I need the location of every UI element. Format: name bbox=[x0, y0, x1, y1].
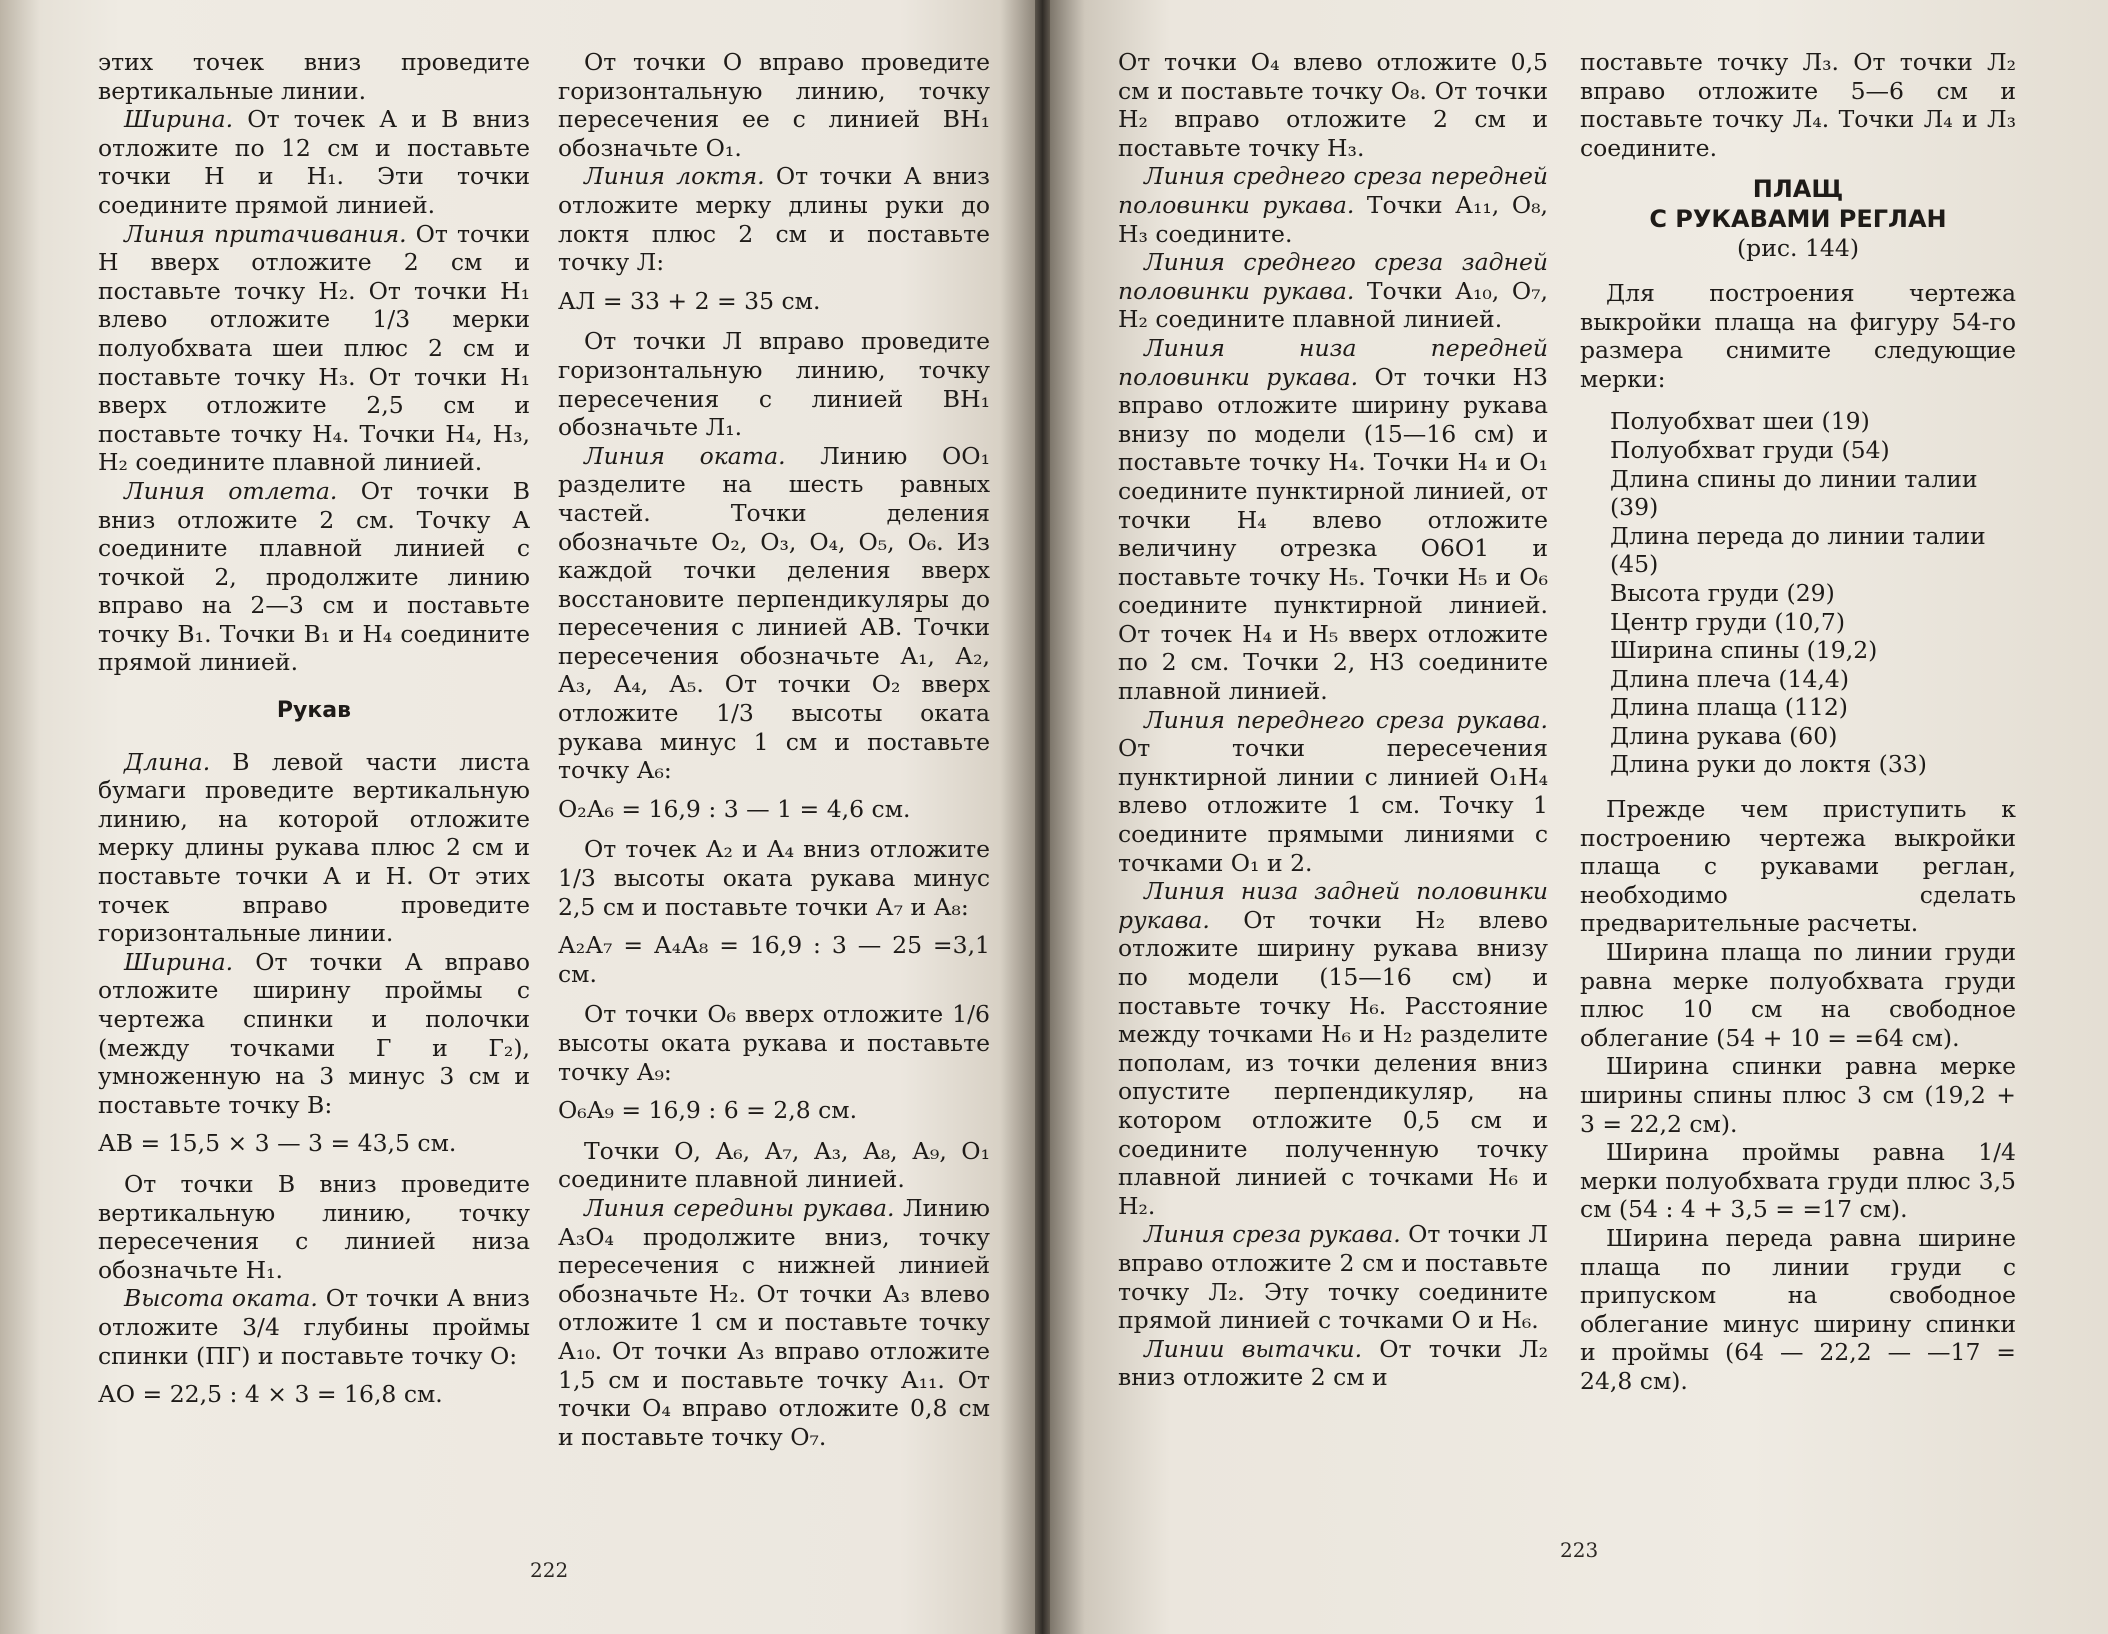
paragraph bbox=[98, 220, 530, 477]
measures-list bbox=[1610, 407, 2016, 779]
paragraph-text: Точки А₁₁, О₈, Н₃ соедините. bbox=[1118, 190, 1549, 248]
paragraph-text: От точки Н вверх отложите 2 см и поставьте точку Н₂. От точки Н₁ влево отложите 1/3 мерки полуобхвата шеи плюс 2 см и поставьте точку Н₃. От точки Н₁ вверх отложите 2,5 см и поставьте точку Н₄. Точки Н₄, Н₃, Н₂ соедините плавной линией. bbox=[98, 219, 530, 477]
formula: АЛ = 33 + 2 = 35 см. bbox=[558, 286, 821, 315]
page-number-right: 223 bbox=[1560, 1538, 1599, 1562]
measure-item: Ширина спины (19,2) bbox=[1610, 636, 1878, 665]
left-page-column-1 bbox=[98, 48, 530, 1421]
paragraph bbox=[558, 835, 990, 921]
paragraph-lead: Линия низа передней половинки рукава. bbox=[1118, 333, 1548, 391]
paragraph bbox=[98, 748, 530, 948]
paragraph-text: От точек А₂ и А₄ вниз отложите 1/3 высоты оката рукава минус 2,5 см и поставьте точки А₇ и А₈: bbox=[558, 835, 990, 921]
paragraph bbox=[1118, 877, 1548, 1220]
paragraph bbox=[1118, 706, 1548, 878]
paragraph-text: От точки О₆ вверх отложите 1/6 высоты оката рукава и поставьте точку А₉: bbox=[558, 1000, 990, 1086]
paragraph-text: В левой части листа бумаги проведите вертикальную линию, на которой отложите мерку длины рукава плюс 2 см и поставьте точки А и Н. От этих точек вправо проведите горизонтальные линии. bbox=[98, 747, 530, 948]
paragraph-lead: Линия среднего среза передней половинки рукава. bbox=[1118, 162, 1548, 219]
measure-item: Длина руки до локтя (33) bbox=[1610, 750, 1927, 779]
measure-item: Длина переда до линии талии (45) bbox=[1610, 521, 1986, 579]
formula: О₆А₉ = 16,9 : 6 = 2,8 см. bbox=[558, 1096, 858, 1125]
measure-item: Длина рукава (60) bbox=[1610, 721, 1838, 750]
paragraph-text: От точки Н₂ влево отложите ширину рукава внизу по модели (15—16 см) и поставьте точку Н₆. Расстояние между точками Н₆ и Н₂ разделите пополам, из точки деления вниз опустите перпендикуляр, на котором отложите 0,5 см и соедините полученную точку плавной линией с точками Н₆ и Н₂. bbox=[1118, 905, 1548, 1220]
paragraph-text: От точки Л₂ вниз отложите 2 см и bbox=[1118, 1334, 1548, 1392]
formula: АВ = 15,5 × 3 — 3 = 43,5 см. bbox=[98, 1129, 457, 1158]
paragraph bbox=[98, 1170, 530, 1284]
paragraph-text: Точки О, А₆, А₇, А₃, А₈, А₉, О₁ соедините плавной линией. bbox=[558, 1136, 990, 1194]
paragraph: Ширина спинки равна мерке ширины спины плюс 3 см (19,2 + 3 = 22,2 см). bbox=[1580, 1052, 2016, 1138]
paragraph: Прежде чем приступить к построению чертежа выкройки плаща с рукавами реглан, необходимо сделать предварительные расчеты. bbox=[1580, 795, 2016, 938]
left-page bbox=[0, 0, 1035, 1634]
paragraph bbox=[1118, 1220, 1548, 1334]
formula: А₂А₇ = А₄А₈ = 16,9 : 3 — 25 =3,1 см. bbox=[558, 931, 990, 988]
measure-item: Центр груди (10,7) bbox=[1610, 607, 1846, 636]
paragraph bbox=[558, 1194, 990, 1451]
right-page-column-1 bbox=[1118, 48, 1548, 1392]
page-number-left: 222 bbox=[530, 1558, 569, 1582]
paragraph: Ширина переда равна ширине плаща по линии груди с припуском на свободное облегание минус ширину спинки и проймы (64 — 22,2 — —17 = 24,8 см). bbox=[1580, 1223, 2016, 1395]
paragraph-text: От точки Л вправо проведите горизонтальную линию, точку пересечения с линией ВН₁ обозначьте Л₁. bbox=[558, 327, 990, 442]
paragraph-text: От точки В вниз проведите вертикальную линию, точку пересечения с линией низа обозначьте Н₁. bbox=[98, 1169, 530, 1284]
paragraph-lead: Ширина. bbox=[124, 105, 234, 134]
right-page-column-2 bbox=[1580, 48, 2016, 1396]
paragraph bbox=[558, 48, 990, 162]
figure-reference: (рис. 144) bbox=[1737, 234, 1859, 263]
paragraph bbox=[1118, 162, 1548, 248]
section-heading: Рукав bbox=[276, 698, 352, 724]
paragraph-lead: Линия локтя. bbox=[584, 162, 765, 191]
paragraph-lead: Линия середины рукава. bbox=[584, 1193, 895, 1222]
paragraph-text: От точки В вниз отложите 2 см. Точку А соедините плавной линией с точкой 2, продолжите линию вправо на 2—3 см и поставьте точку В₁. Точки В₁ и Н₄ соедините прямой линией. bbox=[98, 476, 530, 677]
measure-item: Длина плаща (112) bbox=[1610, 693, 1848, 722]
paragraph-text: Линию А₃О₄ продолжите вниз, точку пересечения с нижней линией обозначьте Н₂. От точки А₃ влево отложите 1 см и поставьте точку А₁₀. От точки А₃ вправо отложите 1,5 см и поставьте точку А₁₁. От точки О₄ вправо отложите 0,8 см и поставьте точку О₇. bbox=[558, 1193, 991, 1451]
paragraph-lead: Линия отлета. bbox=[124, 476, 338, 505]
paragraph-text: От точки О вправо проведите горизонтальную линию, точку пересечения ее с линией ВН₁ обозначьте О₁. bbox=[558, 48, 990, 162]
paragraph-text: От точки А вниз отложите мерку длины руки до локтя плюс 2 см и поставьте точку Л: bbox=[558, 162, 990, 277]
paragraph bbox=[558, 1137, 990, 1194]
column-continuation: поставьте точку Л₃. От точки Л₂ вправо отложите 5—6 см и поставьте точку Л₄. Точки Л₄ и Л₃ соедините. bbox=[1580, 48, 2016, 162]
paragraph-lead: Линия среднего среза задней половинки рукава. bbox=[1118, 248, 1548, 305]
section-title-line-2: С РУКАВАМИ РЕГЛАН bbox=[1649, 205, 1947, 234]
section-title-line-1: ПЛАЩ bbox=[1752, 175, 1844, 204]
formula: АО = 22,5 : 4 × 3 = 16,8 см. bbox=[98, 1380, 443, 1409]
paragraph bbox=[558, 162, 990, 276]
paragraph-lead: Линия притачивания. bbox=[124, 219, 407, 248]
paragraph-text: Линию ОО₁ разделите на шесть равных частей. Точки деления обозначьте О₂, О₃, О₄, О₅, О₆. Из каждой точки деления вверх восстановите перпендикуляры до пересечения с линией АВ. Точки пересечения обозначьте А₁, А₂, А₃, А₄, А₅. От точки О₂ вверх отложите 1/3 высоты оката рукава минус 1 см и поставьте точку А₆: bbox=[558, 441, 990, 785]
paragraph bbox=[98, 1284, 530, 1370]
paragraph-lead: Линия низа задней половинки рукава. bbox=[1118, 877, 1548, 934]
paragraph bbox=[558, 1000, 990, 1086]
paragraph bbox=[1118, 48, 1548, 162]
paragraph-text: От точки Н3 вправо отложите ширину рукава внизу по модели (15—16 см) и поставьте точку Н₄. Точки Н₄ и О₁ соедините пунктирной линией, от точки Н₄ влево отложите величину отрезка О6О1 и поставьте точку Н₅. Точки Н₅ и О₆ соедините пунктирной линией. От точек Н₄ и Н₅ вверх отложите по 2 см. Точки 2, Н3 соедините плавной линией. bbox=[1118, 362, 1548, 706]
measure-item: Полуобхват груди (54) bbox=[1610, 435, 1890, 464]
paragraph-text: этих точек вниз проведите вертикальные линии. bbox=[98, 48, 530, 105]
measure-item: Высота груди (29) bbox=[1610, 578, 1835, 607]
measure-item: Длина плеча (14,4) bbox=[1610, 664, 1850, 693]
paragraph bbox=[98, 48, 530, 105]
paragraph-text: От точки А вправо отложите ширину проймы с чертежа спинки и полочки (между точками Г и Г₂), умноженную на 3 минус 3 см и поставьте точку В: bbox=[98, 947, 530, 1119]
paragraph-lead: Линия переднего среза рукава. bbox=[1144, 705, 1548, 734]
paragraph bbox=[98, 477, 530, 677]
paragraph-lead: Линии вытачки. bbox=[1144, 1334, 1363, 1363]
measure-item: Полуобхват шеи (19) bbox=[1610, 407, 1870, 436]
book-gutter bbox=[1035, 0, 1050, 1634]
paragraph-text: От точки А вниз отложите 3/4 глубины проймы спинки (ПГ) и поставьте точку О: bbox=[98, 1284, 530, 1370]
paragraph-text: От точки О₄ влево отложите 0,5 см и поставьте точку О₈. От точки Н₂ вправо отложите 2 см и поставьте точку Н₃. bbox=[1118, 48, 1548, 162]
paragraph-text: От точки пересечения пунктирной линии с линией О₁Н₄ влево отложите 1 см. Точку 1 соедините прямыми линиями с точками О₁ и 2. bbox=[1118, 734, 1548, 877]
measure-item: Длина спины до линии талии (39) bbox=[1610, 464, 1978, 522]
paragraph bbox=[1118, 334, 1548, 706]
paragraph-lead: Ширина. bbox=[124, 947, 234, 976]
paragraph bbox=[1118, 248, 1548, 334]
formula: О₂А₆ = 16,9 : 3 — 1 = 4,6 см. bbox=[558, 794, 911, 823]
paragraph bbox=[98, 948, 530, 1120]
paragraph-lead: Линия оката. bbox=[584, 441, 786, 470]
paragraph bbox=[98, 105, 530, 219]
calculations bbox=[1580, 795, 2016, 1395]
measures-intro: Для построения чертежа выкройки плаща на фигуру 54-го размера снимите следующие мерки: bbox=[1580, 278, 2016, 393]
paragraph-text: Точки А₁₀, О₇, Н₂ соедините плавной линией. bbox=[1118, 276, 1549, 334]
paragraph: Ширина плаща по линии груди равна мерке полуобхвата груди плюс 10 см на свободное облегание (54 + 10 = =64 см). bbox=[1580, 938, 2016, 1052]
paragraph-lead: Длина. bbox=[124, 747, 211, 776]
paragraph bbox=[558, 327, 990, 441]
paragraph: Ширина проймы равна 1/4 мерки полуобхвата груди плюс 3,5 см (54 : 4 + 3,5 = =17 см). bbox=[1580, 1138, 2016, 1224]
left-page-column-2 bbox=[558, 48, 990, 1451]
paragraph-lead: Линия среза рукава. bbox=[1144, 1220, 1401, 1249]
paragraph bbox=[1118, 1335, 1548, 1392]
paragraph-lead: Высота оката. bbox=[124, 1284, 318, 1313]
paragraph-text: От точки Л вправо отложите 2 см и поставьте точку Л₂. Эту точку соедините прямой линией с точками О и Н₆. bbox=[1118, 1220, 1549, 1335]
paragraph-text: От точек А и В вниз отложите по 12 см и поставьте точки Н и Н₁. Эти точки соедините прямой линией. bbox=[98, 105, 530, 219]
paragraph bbox=[558, 442, 990, 785]
